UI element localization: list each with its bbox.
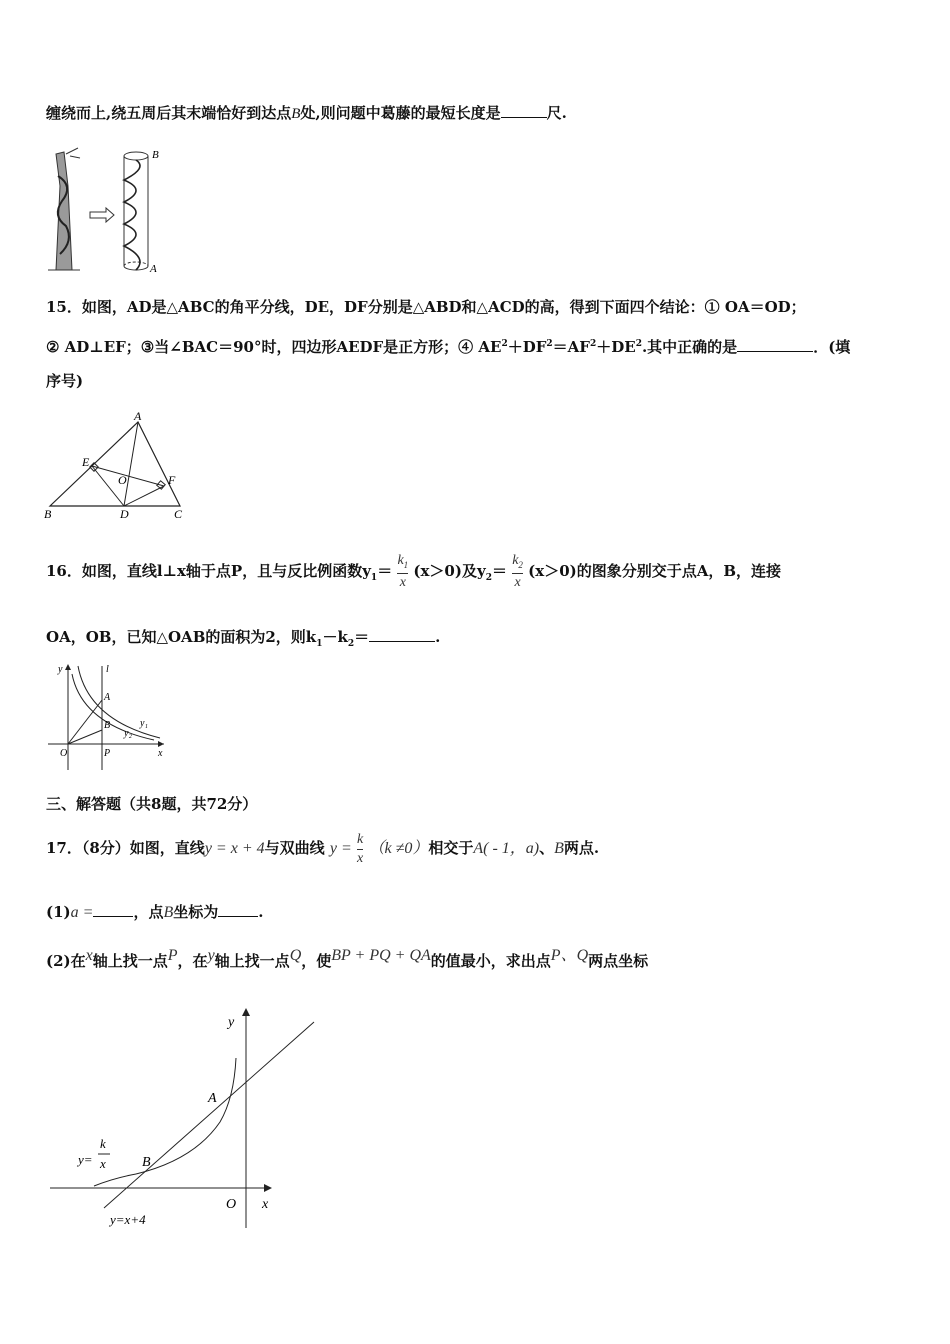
answer-blank[interactable]: [737, 339, 813, 352]
label-b: B: [44, 507, 52, 520]
label-b: B: [142, 1155, 151, 1170]
label-y: y: [228, 1015, 235, 1030]
label-x: x: [158, 748, 163, 759]
label-a: A: [134, 409, 142, 423]
label-d: D: [120, 507, 129, 520]
label-a: A: [150, 263, 157, 275]
curve-label-y: y=: [78, 1152, 93, 1167]
label-y2: y₂: [124, 728, 132, 739]
q17-part1: (1)a = ，点B坐标为 .: [46, 903, 264, 921]
answer-blank-b[interactable]: [218, 904, 258, 917]
label-a: A: [104, 692, 111, 703]
curve-label-x: x: [100, 1156, 106, 1171]
label-a: A: [208, 1091, 217, 1106]
answer-blank[interactable]: [369, 629, 435, 642]
q17-line: 17．（8分）如图，直线y = x + 4与双曲线 y = $\frac{k}{x}$ （k ≠0）相交于A( - 1，a)、B两点.: [46, 831, 600, 866]
label-e: E: [82, 455, 90, 469]
q17-figure: [44, 1002, 334, 1232]
q15-figure: [42, 408, 192, 520]
fraction-k-over-x: $\frac{k}{x}$: [357, 831, 364, 866]
answer-blank[interactable]: [501, 105, 547, 118]
label-o: O: [118, 473, 127, 487]
label-p: P: [104, 748, 111, 759]
label-o: O: [60, 748, 68, 759]
fraction-k1-over-x: $\frac{k_1}{x}$: [397, 552, 409, 591]
line-label: y=x+4: [110, 1212, 146, 1227]
answer-blank-a[interactable]: [93, 904, 133, 917]
label-f: F: [168, 473, 176, 487]
label-c: C: [174, 507, 183, 520]
q15-line3: 序号): [46, 372, 84, 390]
q15-line1: 15．如图，AD是△ABC的角平分线，DE，DF分别是△ABD和△ACD的高，得到下面四个结论：① OA＝OD；: [46, 298, 806, 316]
q15-line2: ② AD⊥EF；③当∠BAC＝90°时，四边形AEDF是正方形；④ $AE^2+DF^2=AF^2+DE^2$.其中正确的是 ．(填: [46, 338, 851, 356]
label-o: O: [226, 1197, 237, 1212]
label-y1: y₁: [140, 718, 148, 729]
q16-figure: [44, 660, 170, 776]
q16-line2: OA，OB，已知△OAB的面积为2，则$k_1-k_2=$ .: [46, 628, 441, 649]
q16-line1: 16．如图，直线l⊥x轴于点P，且与反比例函数$y_1=$ $\frac{k_1}{x}$ (x＞0)及$y_2=$ $\frac{k_2}{x}$ (x＞0)的图象分别交于点A，B，连接: [46, 552, 782, 591]
fraction-k2-over-x: $\frac{k_2}{x}$: [512, 552, 523, 591]
curve-label-k: k: [100, 1136, 106, 1151]
section-heading: 三、解答题（共8题，共72分）: [46, 795, 258, 813]
q14-figure: [44, 146, 174, 276]
label-b: B: [104, 720, 111, 731]
label-l: l: [106, 664, 109, 675]
label-y: y: [58, 664, 63, 675]
label-b: B: [152, 149, 159, 161]
q17-part2: (2)在$^x$轴上找一点$^P$，在$^y$轴上找一点$^Q$，使$^{BP + PQ + QA}$的值最小，求出点$^{P、Q}$两点坐标: [46, 947, 649, 970]
label-x: x: [262, 1197, 269, 1212]
q14-text: 缠绕而上,绕五周后其末端恰好到达点B处,则问题中葛藤的最短长度是 尺.: [46, 104, 567, 122]
